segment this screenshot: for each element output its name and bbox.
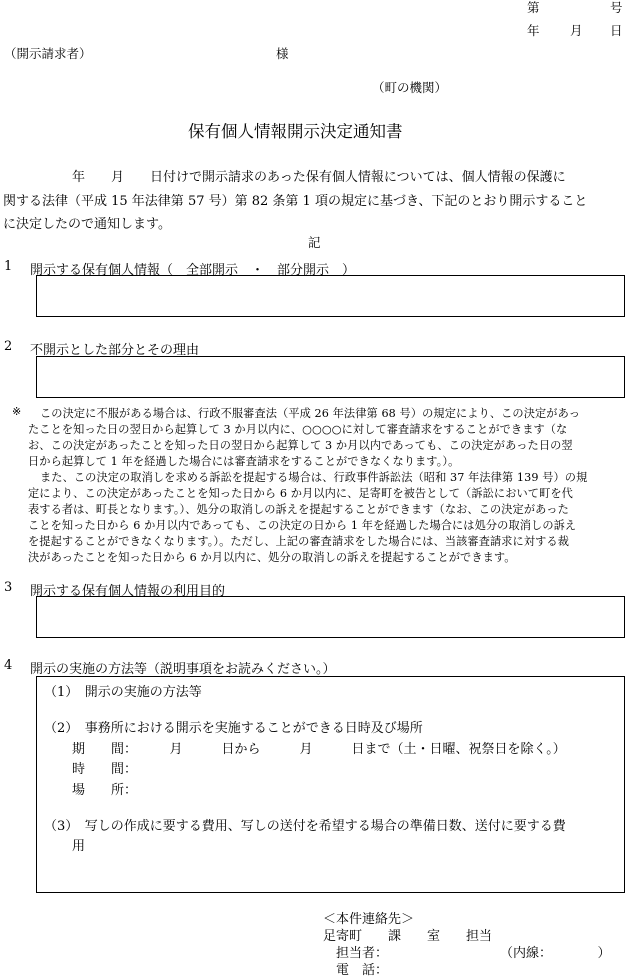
section-1-box	[36, 275, 625, 317]
note-line: 定により、この決定があったことを知った日から 6 か月以内に、足寄町を被告として（訴訟において町を代	[28, 487, 573, 500]
section-4-item-1: （1） 開示の実施の方法等	[44, 685, 202, 700]
contact-phone: 電 話：	[336, 963, 389, 978]
contact-dept: 足寄町 課 室 担当	[323, 929, 493, 944]
date-month: 月	[570, 23, 583, 38]
date-year: 年	[527, 23, 540, 38]
contact-heading: ＜本件連絡先＞	[323, 912, 415, 927]
page-title: 保有個人情報開示決定通知書	[188, 122, 403, 141]
body-line-1: 年 月 日付けで開示請求のあった保有個人情報については、個人情報の保護に	[72, 170, 566, 185]
note-line: を提起することができなくなります。）。ただし、上記の審査請求をした場合には、当該審査請求に対する裁	[28, 535, 569, 548]
ki-label: 記	[308, 235, 321, 250]
note-line: また、この決定の取消しを求める訴訟を提起する場合は、行政事件訴訟法（昭和 37 年法律第 139 号）の規	[40, 471, 588, 484]
section-2-box	[36, 356, 625, 398]
note-line: 表する者は、町長となります。）、処分の取消しの訴えを提起することができます（なお、この決定があった	[28, 503, 569, 516]
date-day: 日	[610, 23, 623, 38]
section-2-label: 不開示とした部分とその理由	[30, 343, 200, 358]
period-line: 期 間： 月 日から 月 日まで（土・日曜、祝祭日を除く。）	[72, 742, 566, 757]
time-line: 時 間：	[72, 762, 138, 777]
contact-extension: （内線： ）	[500, 946, 611, 961]
contact-person: 担当者：	[336, 946, 389, 961]
notice-number-prefix: 第	[527, 0, 540, 15]
section-4-item-2: （2） 事務所における開示を実施することができる日時及び場所	[44, 721, 423, 736]
note-line: この決定に不服がある場合は、行政不服審査法（平成 26 年法律第 68 号）の規定により、この決定があっ	[40, 407, 581, 420]
body-line-3: に決定したので通知します。	[3, 217, 171, 232]
agency-label: （町の機関）	[372, 80, 448, 95]
section-1-number: 1	[4, 259, 13, 274]
section-4-item-3: （3） 写しの作成に要する費用、写しの送付を希望する場合の準備日数、送付に要する費	[44, 819, 566, 834]
note-line: たことを知った日の翌日から起算して 3 か月以内に、○○○○に対して審査請求をすることができます（な	[28, 423, 568, 436]
honorific: 様	[276, 46, 289, 61]
note-line: 日から起算して 1 年を経過した場合には審査請求をすることができなくなります。）。	[28, 455, 460, 468]
requester-label: （開示請求者）	[4, 46, 92, 61]
place-line: 場 所：	[72, 783, 138, 798]
section-1-label: 開示する保有個人情報（ 全部開示 ・ 部分開示 ）	[30, 263, 356, 278]
section-4-number: 4	[4, 658, 13, 673]
section-4-item-3-cont: 用	[72, 839, 86, 854]
section-2-number: 2	[4, 339, 13, 354]
note-line: ことを知った日から 6 か月以内であっても、この決定の日から 1 年を経過した場合には処分の取消しの訴え	[28, 519, 577, 532]
note-line: 決があったことを知った日から 6 か月以内に、処分の取消しの訴えを提起することができます。	[28, 551, 516, 564]
section-3-label: 開示する保有個人情報の利用目的	[30, 584, 226, 599]
section-3-number: 3	[4, 580, 13, 595]
body-line-2: 関する法律（平成 15 年法律第 57 号）第 82 条第 1 項の規定に基づき、下記のとおり開示すること	[3, 194, 588, 209]
section-4-label: 開示の実施の方法等（説明事項をお読みください。）	[30, 662, 336, 677]
note-line: お、この決定があったことを知った日の翌日から起算して 3 か月以内であっても、この決定があった日の翌	[28, 439, 573, 452]
note-mark: ※	[12, 405, 22, 418]
notice-number-suffix: 号	[610, 0, 623, 15]
section-3-box	[36, 596, 625, 638]
